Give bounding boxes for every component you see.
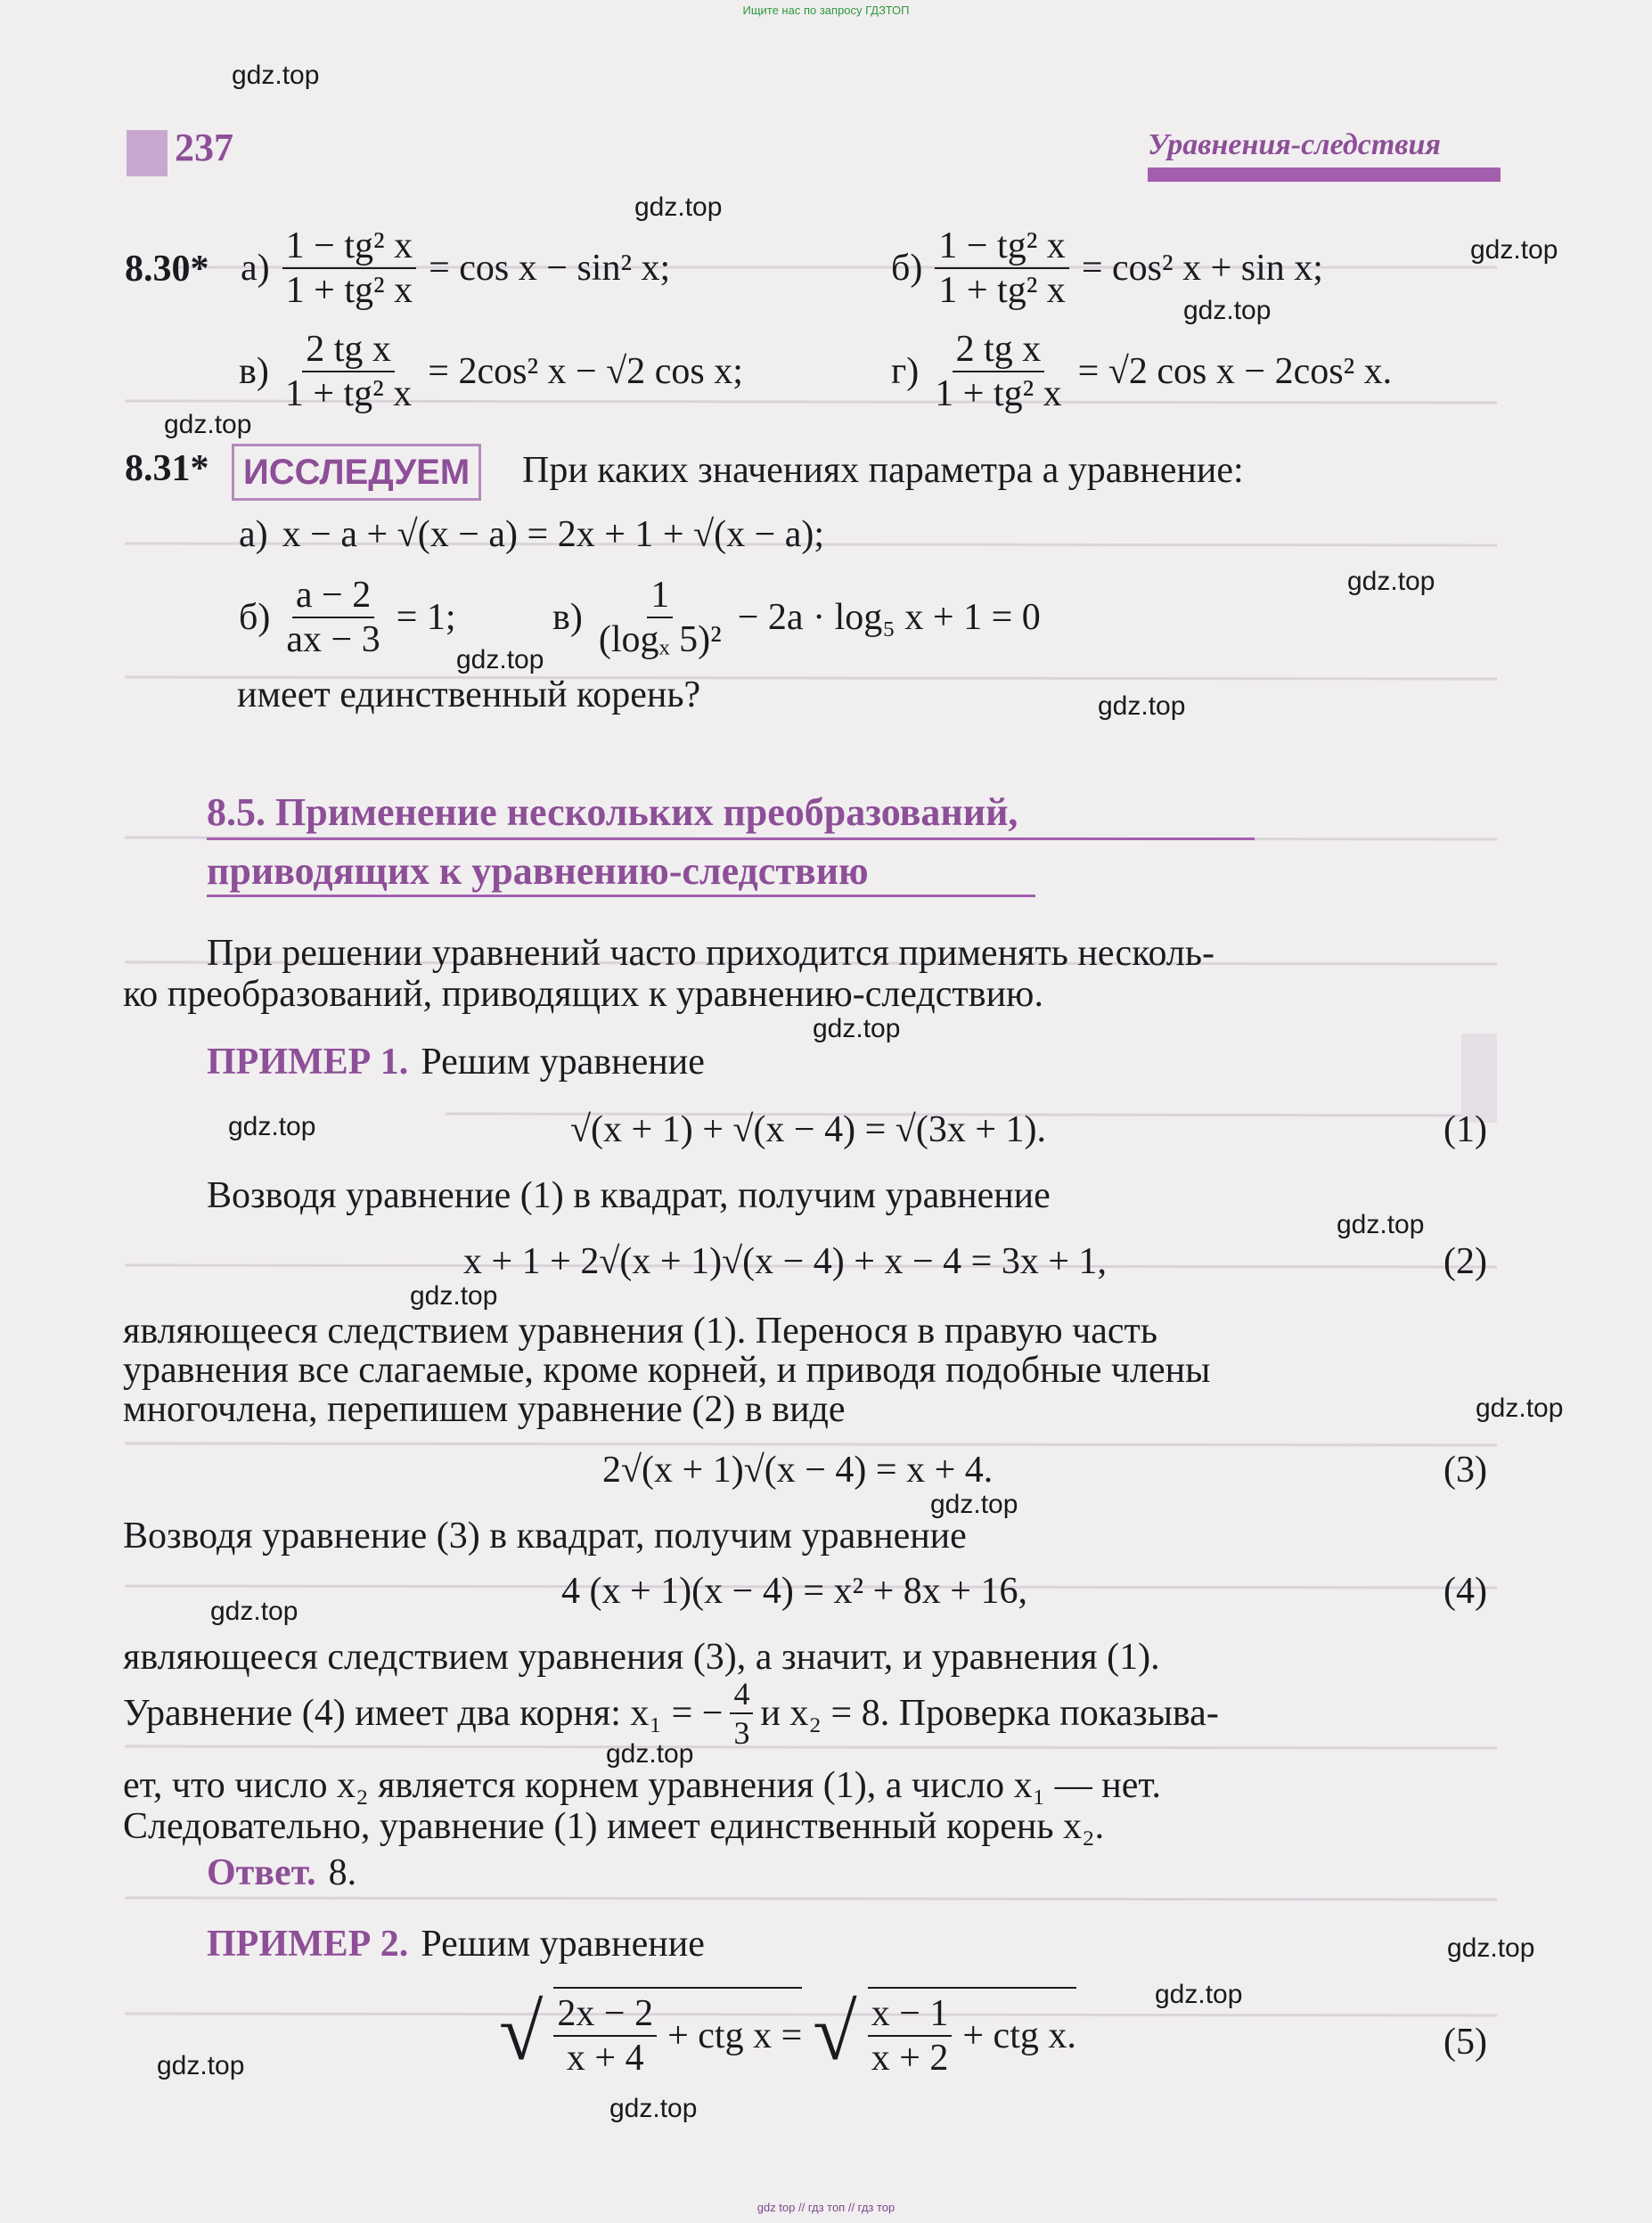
- watermark: gdz.top: [930, 1490, 1018, 1519]
- fraction: [931, 328, 1065, 415]
- equation-5: [499, 1987, 1076, 2080]
- paragraph-line: Следовательно, уравнение (1) имеет единственный корень x₂.: [123, 1806, 1105, 1847]
- paragraph-line: ет, что число x₂ является корнем уравнения (1), а число x₁ — нет.: [123, 1765, 1162, 1806]
- equation-2: x + 1 + 2√(x + 1)√(x − 4) + x − 4 = 3x + 1,: [463, 1241, 1108, 1282]
- fraction: [868, 1992, 953, 2080]
- problem-8-31-ending: имеет единственный корень?: [237, 674, 701, 715]
- paragraph-line: ко преобразований, приводящих к уравнению-следствию.: [123, 974, 1043, 1015]
- watermark: gdz.top: [410, 1281, 498, 1311]
- section-heading-line1: 8.5. Применение нескольких преобразований,: [207, 790, 1018, 834]
- paragraph-line: являющееся следствием уравнения (3), а значит, и уравнения (1).: [123, 1637, 1160, 1678]
- item-label: а): [239, 514, 268, 555]
- example-label: ПРИМЕР 2.: [207, 1924, 409, 1965]
- equation-rhs: = 1;: [396, 597, 456, 638]
- watermark: gdz.top: [1447, 1933, 1535, 1963]
- problem-8-30-g: [891, 328, 1392, 415]
- section-heading-line2: приводящих к уравнению-следствию: [207, 849, 869, 893]
- fraction: [282, 225, 416, 312]
- numerator: 4: [730, 1675, 753, 1714]
- example-text: Решим уравнение: [421, 1042, 705, 1083]
- problem-8-30-a: [241, 225, 670, 312]
- watermark: gdz.top: [813, 1014, 901, 1043]
- bottom-banner: gdz top // гдз топ // гдз тор: [756, 2201, 896, 2214]
- text-run: и x₂ = 8. Проверка показыва-: [760, 1693, 1219, 1734]
- equation: x − a + √(x − a) = 2x + 1 + √(x − a);: [282, 514, 825, 555]
- paragraph-line: являющееся следствием уравнения (1). Перенося в правую часть: [123, 1311, 1158, 1352]
- item-label: б): [239, 597, 271, 638]
- watermark: gdz.top: [164, 410, 252, 439]
- numerator: 1 − tg² x: [282, 225, 416, 269]
- watermark: gdz.top: [634, 192, 723, 222]
- equation-3: 2√(x + 1)√(x − 4) = x + 4.: [602, 1450, 994, 1491]
- equation-rhs: = cos² x + sin x;: [1081, 248, 1323, 289]
- equation-number: (4): [1443, 1571, 1487, 1612]
- denominator: ax − 3: [286, 619, 380, 660]
- watermark: gdz.top: [157, 2051, 245, 2080]
- denominator: 1 + tg² x: [284, 373, 413, 414]
- watermark: gdz.top: [228, 1112, 316, 1141]
- problem-8-30-v: [239, 328, 743, 415]
- denominator: x + 4: [566, 2038, 644, 2079]
- section-heading-underline: [207, 838, 1255, 840]
- fraction: [730, 1675, 753, 1752]
- section-heading-underline: [207, 895, 1035, 897]
- numerator: x − 1: [868, 1992, 953, 2037]
- header-rule: [1148, 168, 1501, 182]
- watermark: gdz.top: [210, 1597, 299, 1626]
- problem-8-31-a: [239, 513, 824, 556]
- denominator: 1 + tg² x: [285, 270, 413, 311]
- paragraph-line: уравнения все слагаемые, кроме корней, и приводя подобные члены: [123, 1350, 1211, 1391]
- denominator: (logₓ 5)²: [598, 619, 722, 660]
- problem-8-31-question: При каких значениях параметра a уравнение:: [522, 450, 1244, 491]
- problem-number-8-31: 8.31*: [125, 448, 209, 489]
- equation-4: 4 (x + 1)(x − 4) = x² + 8x + 16,: [561, 1571, 1027, 1612]
- text-run: Уравнение (4) имеет два корня: x₁ = −: [123, 1693, 724, 1734]
- paragraph-line: Возводя уравнение (3) в квадрат, получим уравнение: [123, 1516, 967, 1557]
- text-run: + ctg x =: [667, 2015, 803, 2056]
- item-label: а): [241, 248, 270, 289]
- denominator: x + 2: [871, 2038, 949, 2079]
- watermark: gdz.top: [1337, 1210, 1425, 1239]
- numerator: 2 tg x: [953, 328, 1045, 372]
- paragraph-line-roots: [123, 1675, 1219, 1752]
- paragraph-line: многочлена, перепишем уравнение (2) в виде: [123, 1389, 846, 1430]
- text-run: + ctg x.: [962, 2015, 1076, 2056]
- answer-label: Ответ.: [207, 1852, 316, 1893]
- example-label: ПРИМЕР 1.: [207, 1042, 409, 1083]
- equation-rhs: = cos x − sin² x;: [429, 248, 671, 289]
- radicand: [868, 1987, 1076, 2080]
- item-label: в): [239, 351, 269, 392]
- fraction: [595, 574, 725, 661]
- watermark: gdz.top: [1476, 1393, 1564, 1423]
- numerator: 1 − tg² x: [935, 225, 1068, 269]
- problem-8-31-b: [239, 574, 456, 661]
- equation-number: (2): [1443, 1241, 1487, 1282]
- item-label: б): [891, 248, 923, 289]
- denominator: 1 + tg² x: [938, 270, 1066, 311]
- explore-tag: ИССЛЕДУЕМ: [232, 444, 481, 501]
- radical-sign: √: [813, 1989, 857, 2077]
- example-2-heading: [207, 1923, 705, 1966]
- equation-number: (3): [1443, 1450, 1487, 1491]
- radicand: [553, 1987, 802, 2080]
- running-header: Уравнения-следствия: [1148, 128, 1441, 161]
- numerator: a − 2: [292, 574, 374, 618]
- example-1-answer: [207, 1851, 356, 1894]
- numerator: 1: [647, 574, 673, 618]
- top-banner: Ищите нас по запросу ГДЗТОП: [742, 4, 910, 17]
- watermark: gdz.top: [1098, 691, 1186, 721]
- paragraph-line: Возводя уравнение (1) в квадрат, получим уравнение: [207, 1175, 1051, 1216]
- denominator: 1 + tg² x: [935, 373, 1062, 414]
- denominator: 3: [733, 1715, 750, 1751]
- equation-rhs: = 2cos² x − √2 cos x;: [428, 351, 743, 392]
- paragraph-line: При решении уравнений часто приходится применять несколь-: [207, 933, 1215, 974]
- fraction: [282, 574, 383, 661]
- item-label: в): [552, 597, 583, 638]
- example-text: Решим уравнение: [421, 1924, 705, 1965]
- equation-number: (1): [1443, 1109, 1487, 1150]
- numerator: 2 tg x: [302, 328, 395, 372]
- watermark: gdz.top: [232, 61, 320, 90]
- radical-sign: √: [499, 1989, 544, 2077]
- watermark: gdz.top: [606, 1739, 694, 1769]
- fraction: [553, 1992, 657, 2080]
- numerator: 2x − 2: [553, 1992, 657, 2037]
- page-number: 237: [175, 126, 233, 169]
- equation-1: √(x + 1) + √(x − 4) = √(3x + 1).: [570, 1109, 1047, 1150]
- watermark: gdz.top: [1183, 296, 1272, 325]
- fraction: [282, 328, 415, 415]
- item-label: г): [891, 351, 920, 392]
- watermark: gdz.top: [1470, 235, 1558, 265]
- watermark: gdz.top: [609, 2094, 698, 2123]
- fraction: [935, 225, 1068, 312]
- equation-rhs: = √2 cos x − 2cos² x.: [1077, 351, 1393, 392]
- watermark: gdz.top: [1347, 567, 1435, 596]
- equation-rhs: − 2a · log₅ x + 1 = 0: [737, 597, 1041, 638]
- example-1-heading: [207, 1041, 705, 1083]
- problem-number-8-30: 8.30*: [125, 249, 209, 290]
- equation-number: (5): [1443, 2022, 1487, 2063]
- problem-8-30-b: [891, 225, 1323, 312]
- watermark: gdz.top: [456, 645, 544, 674]
- page-corner-marker: [127, 130, 168, 176]
- watermark: gdz.top: [1155, 1980, 1243, 2009]
- problem-8-31-v: [552, 574, 1041, 661]
- answer-value: 8.: [328, 1852, 357, 1893]
